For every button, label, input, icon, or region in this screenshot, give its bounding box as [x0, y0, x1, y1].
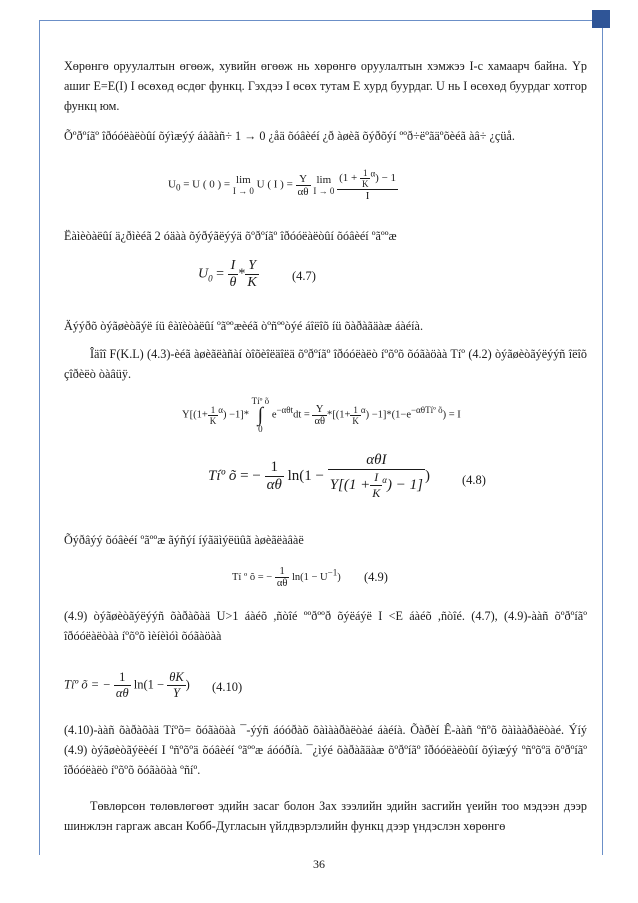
equation-number-4-9: (4.9): [364, 570, 388, 584]
paragraph-4: Äýýðõ òýãøèòãýë íü êàïèòàëûí ºãººæèéã òºñººòýé áîëîõ íü õàðàãäàæ áàéíà.: [64, 319, 424, 333]
paragraph-9: Төвлөрсөн төлөвлөгөөт эдийн засаг болон Зах зээлийн эдийн засгийн үеийн тоо мэдээн дээр шинжлэн гаргаж авсан Кобб-Дугласын үйлдвэрлэлийн функц дээр үндэслэн хөрөнгө: [64, 799, 587, 833]
equation-4-9: Tí º õ = − $\frac{1}{\alpha\theta}$ $\ln(1 - U^{-1})$: [232, 566, 341, 589]
page-number: 36: [313, 857, 325, 871]
paragraph-7: (4.9) òýãøèòãýëýýñ õàðàõàä U>1 áàéõ ,ñòîé ººðººð õýëáýë I <E áàéõ ,ñòîé. (4.7), (4.9)-ààñ õºðºíãº îðóóëàëòàà íºõºõ ìèíèìóì õóãàöàà: [64, 609, 587, 643]
paragraph-2: Õºðºíãº îðóóëàëòûí õýìæýý áàãàñ÷ 1 → 0 ¿åä õóâèéí ¿ð àøèã õýðõýí ººð÷ëºãäºõèéã àâ÷ ¿çüå.: [64, 129, 515, 143]
equation-number-4-8: (4.8): [462, 473, 486, 487]
equation-4-10: Tíº õ = − $\frac{1}{\alpha\theta}$ ln(1 − $\frac{\theta K}{Y}$ ): [64, 670, 190, 700]
equation-4-7: $U_0$ = $\frac{I}{\theta}$ * $\frac{Y}{K}$: [198, 258, 257, 290]
paragraph-1: Хөрөнгө оруулалтын өгөөж, хувийн өгөөж нь хөрөнгө оруулалтын хэмжээ I-с хамаарч байна. Үр ашиг E=E(I) I өсөхөд өсдөг функц. Гэхдээ I өсөх тутам E хурд буурдаг. U нь I өсөхөд буурдаг хотгор функц юм.: [64, 59, 587, 113]
paragraph-6: Õýðâýý õóâèéí ºãººæ ãýñýí íýãäìýëüûã àøèãëàâàë: [64, 533, 304, 547]
page-frame-top: [39, 20, 602, 21]
paragraph-5: Îäîî F(K.L) (4.3)-èéã àøèãëàñàí òîõèîëäîëä õºðºíãº îðóóëàëò íºõºõ õóãàöàà Tíº (4.2) òýãøèòãýëýýñ îëîõ çîðèëò òàâüÿ.: [64, 347, 587, 381]
equation-number-4-10: (4.10): [212, 680, 243, 694]
paragraph-3: Ëàìèòàëûí ä¿ðìèéã 2 óäàà õýðýãëýýä õºðºíãº îðóóëàëòûí õóâèéí ºãººæ: [64, 229, 397, 243]
equation-integral: Y[(1+ $\frac{1}{K}$ $^\alpha$) −1]* Tíº õ ∫ 0 $e^{-\alpha\theta t}dt$ = $\frac{Y}{\alpha\theta}$ *[(1+ $\frac{1}{K}$ $^\alpha) -1]*(1-e^{-\alpha\theta Tíº õ}) = I$: [182, 396, 461, 434]
paragraph-8: (4.10)-ààñ õàðàõàä Tíºõ= õóãàöàà ¯-ýýñ áóóðàõ õàìààðàëòàé áàéíà. Õàðèí Ê-ààñ ºñºõ õàìààðàëòàé. Ýíý (4.9) òýãøèòãýëèéí I ºñºõºä õóâèéí ºãººæ áóóðíà. ¯¿ìýé õàðàãäàæ õºðºíãº îðóóëàëòûí õýìæýý ºñºõºä õºðºíãº îðóóëàëò íºõºõ õóãàöàà ºñíº.: [64, 723, 587, 777]
page-frame-right: [602, 20, 603, 855]
equation-4-8: Tíº õ = − $\frac{1}{\alpha\theta}$ ln(1 − αθI Y[(1 + $\frac{I}{K}$ $^\alpha$) − 1] ): [208, 452, 430, 500]
equation-limit: $U_0 = U$ ( 0 ) = lim I → 0 U ( I ) = $\frac{Y}{\alpha\theta}$ lim I → 0 (1 + $\frac{1}{K}$ $^\alpha$) − 1 I: [168, 168, 397, 202]
page-frame-left: [39, 20, 40, 855]
corner-decoration: [592, 10, 610, 28]
equation-number-4-7: (4.7): [292, 269, 316, 283]
